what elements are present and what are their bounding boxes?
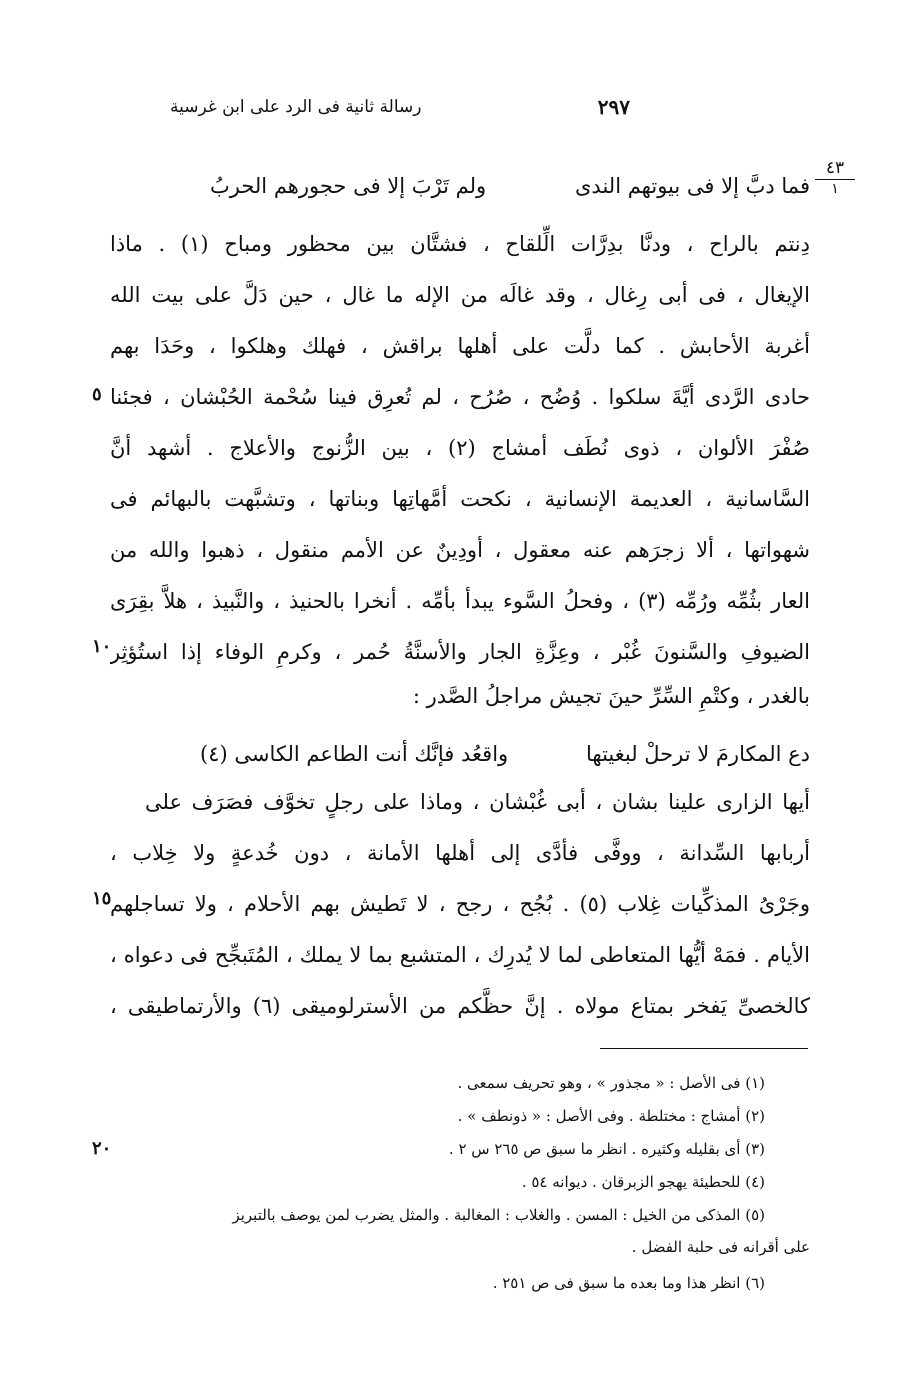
footnote: (٦) انظر هذا وما بعده ما سبق فى ص ٢٥١ .	[492, 1274, 765, 1292]
text-line: دِنتم بالراح ، ودنَّا بدِرَّات الِّلقاح ، فشتَّان بين محظور ومباح (١) . ماذا	[110, 232, 810, 256]
text-line: كالخصىِّ يَفخر بمتاع مولاه . إنَّ حظَّكم من الأسترلوميقى (٦) والأرتماطيقى ،	[110, 994, 810, 1018]
text-line: أغربة الأحابش . كما دلَّت على أهلها براقش ، فهلك وهلكوا ، وحَدَا بهم	[110, 334, 810, 358]
text-line: الإيغال ، فى أبى رِغال ، وقد غالَه من الإله ما غال ، حين دَلَّ على بيت الله	[110, 283, 810, 307]
margin-reference-top: ٤٣	[815, 160, 855, 180]
verse-line	[200, 734, 810, 774]
footnote: (١) فى الأصل : « مجذور » ، وهو تحريف سمعى .	[457, 1074, 765, 1092]
line-number: ١٥	[92, 888, 112, 909]
footnote: (٥) المذكى من الخيل : المسن . والغلاب : المغالبة . والمثل يضرب لمن يوصف بالتبريز	[232, 1206, 765, 1224]
page-header	[170, 92, 630, 122]
text-line: الضيوفِ والسَّنونَ غُبْر ، وعِزَّةِ الجار والأسنَّةُ حُمر ، وكرمِ الوفاء إذا استُؤثِر	[110, 640, 810, 664]
text-line: بالغدر ، وكتْمِ السِّرِّ حينَ تجيش مراجلُ الصَّدر :	[412, 684, 810, 708]
text-line: شهواتها ، ألا زجرَهم عنه معقول ، أودِينٌ عن الأمم منقول ، ذهبوا والله من	[110, 538, 810, 562]
text-line: صُفْرَ الألوان ، ذوى نُطَف أمشاج (٢) ، بين الزُّنوج والأعلاج . أشهد أنَّ	[110, 436, 810, 460]
line-number: ١٠	[92, 636, 112, 657]
text-line: الأيام . فمَهْ أيُّها المتعاطى لما لا يُدرِك ، المتشبع بما لا يملك ، المُتَبجِّح فى دعواه ،	[110, 943, 810, 967]
footnote: (٢) أمشاج : مختلطة . وفى الأصل : « ذونطف » .	[457, 1107, 765, 1125]
line-number: ٥	[92, 384, 102, 405]
text-line: وجَرْىُ المذكِّيات غِلاب (٥) . بُجُح ، رجح ، لا تَطيش بهم الأحلام ، ولا تساجلهم	[110, 892, 810, 916]
margin-reference	[815, 160, 855, 196]
line-number: ٢٠	[92, 1138, 112, 1159]
verse-hemistich-second: واقعُد فإنَّك أنت الطاعم الكاسى (٤)	[200, 742, 509, 766]
verse-hemistich-first: دع المكارمَ لا ترحلْ لبغيتها	[585, 742, 810, 766]
footnote: (٣) أى بقليله وكثيره . انظر ما سبق ص ٢٦٥ س ٢ .	[448, 1140, 765, 1158]
text-line: أربابها السِّدانة ، ووفَّى فأدَّى إلى أهلها الأمانة ، دون خُدعةٍ ولا خِلاب ،	[110, 841, 810, 865]
verse-line	[210, 166, 810, 206]
text-line: العار بثُمِّه ورُمِّه (٣) ، وفحلُ السَّوء يبدأ بأمِّه . أنخرا بالحنيذ ، والنَّبيذ ، هلاَّ بقِرَى	[110, 589, 810, 613]
margin-reference-bottom: ١	[831, 181, 839, 197]
verse-hemistich-first: فما دبَّ إلا فى بيوتهم الندى	[575, 174, 810, 198]
text-line: حادى الرَّدى أيَّةَ سلكوا . وُضُح ، صُرُح ، لم تُعرِق فينا سُحْمة الحُبْشان ، فجئنا	[110, 385, 810, 409]
page-number: ٢٩٧	[597, 95, 630, 119]
running-title: رسالة ثانية فى الرد على ابن غرسية	[170, 97, 422, 117]
text-line: أيها الزارى علينا بشان ، أبى غُبْشان ، وماذا على رجلٍ تخوَّف فصَرَف على	[145, 790, 810, 814]
verse-hemistich-second: ولم تَرْبَ إلا فى حجورهم الحربُ	[210, 174, 487, 198]
footnote: (٤) للحطيئة يهجو الزبرقان . ديوانه ٥٤ .	[521, 1173, 765, 1191]
footnote-separator	[600, 1048, 808, 1049]
text-line: السَّاسانية ، العديمة الإنسانية ، نكحت أمَّهاتِها وبناتها ، وتشبَّهت بالبهائم فى	[110, 487, 810, 511]
footnote-continuation: على أقرانه فى حلبة الفضل .	[631, 1238, 810, 1256]
